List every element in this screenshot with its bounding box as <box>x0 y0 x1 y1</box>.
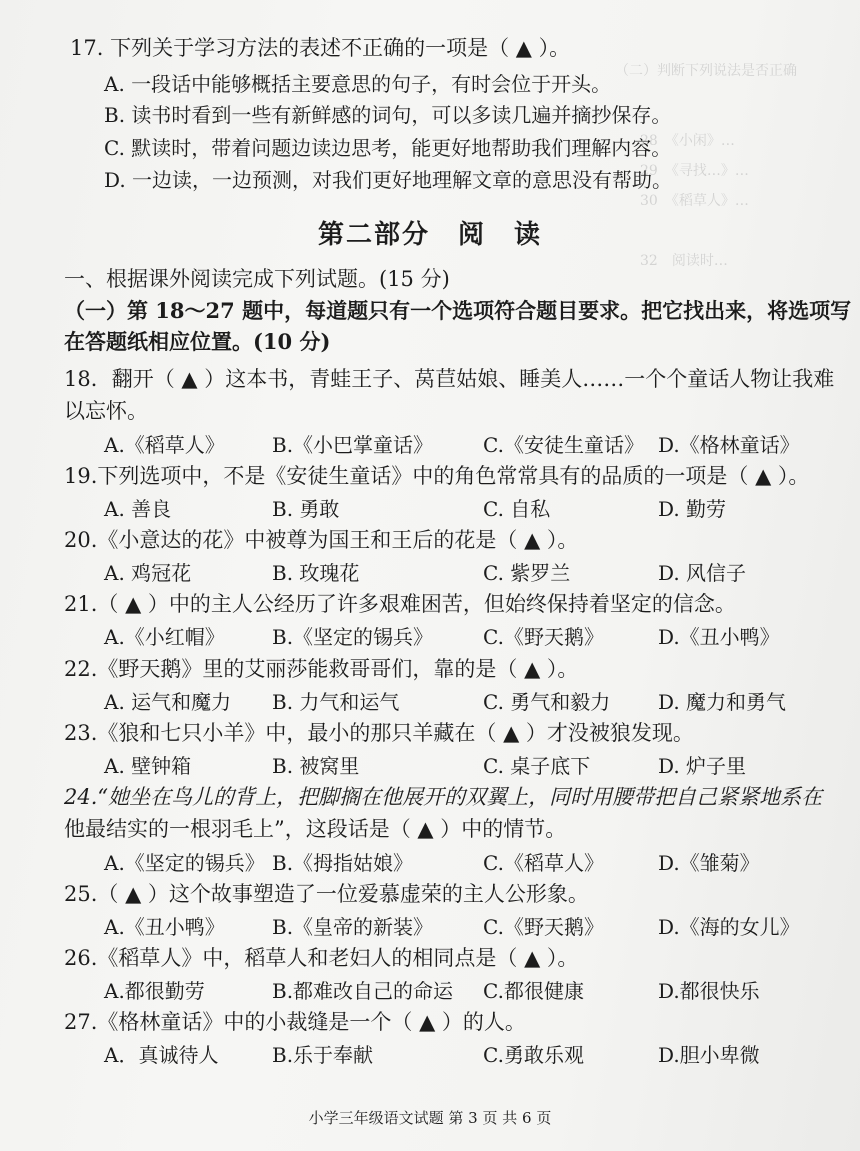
q20-stem: 20.《小意达的花》中被尊为国王和王后的花是（ ▲ ）。 <box>64 528 579 552</box>
q21-option-a: A.《小红帽》 <box>104 625 225 649</box>
q18-stem-cont: 以忘怀。 <box>64 399 148 423</box>
q23-stem: 23.《狼和七只小羊》中，最小的那只羊藏在（ ▲ ）才没被狼发现。 <box>64 721 694 745</box>
bleed-through-text: 29 《寻找…》… <box>640 163 749 179</box>
q19-option-a: A. 善良 <box>104 497 172 521</box>
q17-option-b: B. 读书时看到一些有新鲜感的词句，可以多读几遍并摘抄保存。 <box>104 103 672 127</box>
q24-option-a: A.《坚定的锡兵》 <box>104 851 265 875</box>
q24-stem-cont: 他最结实的一根羽毛上”，这段话是（ ▲ ）中的情节。 <box>64 817 567 841</box>
q17-option-d: D. 一边读，一边预测，对我们更好地理解文章的意思没有帮助。 <box>104 168 673 192</box>
q19-option-d: D. 勤劳 <box>658 497 727 521</box>
q22-option-d: D. 魔力和勇气 <box>658 690 787 714</box>
q26-option-a: A.都很勤劳 <box>104 979 205 1003</box>
bleed-through-text: 28 《小闲》… <box>640 133 735 149</box>
q23-option-d: D. 炉子里 <box>658 754 747 778</box>
q17-option-c: C. 默读时，带着问题边读边思考，能更好地帮助我们理解内容。 <box>104 136 672 160</box>
q25-option-b: B.《皇帝的新装》 <box>272 915 434 939</box>
page-footer: 小学三年级语文试题 第 3 页 共 6 页 <box>308 1109 552 1127</box>
q24-option-c: C.《稻草人》 <box>483 851 604 875</box>
q22-option-b: B. 力气和运气 <box>272 690 400 714</box>
q21-option-c: C.《野天鹅》 <box>483 625 604 649</box>
section-heading: 一、根据课外阅读完成下列试题。(15 分) <box>64 267 450 291</box>
q24-option-b: B.《拇指姑娘》 <box>272 851 414 875</box>
q19-option-b: B. 勇敢 <box>272 497 340 521</box>
q23-option-b: B. 被窝里 <box>272 754 360 778</box>
q20-option-d: D. 风信子 <box>658 561 747 585</box>
q26-stem: 26.《稻草人》中，稻草人和老妇人的相同点是（ ▲ ）。 <box>64 946 579 970</box>
q21-option-d: D.《丑小鸭》 <box>658 625 780 649</box>
q20-option-b: B. 玫瑰花 <box>272 561 360 585</box>
q20-option-a: A. 鸡冠花 <box>104 561 192 585</box>
q20-option-c: C. 紫罗兰 <box>483 561 571 585</box>
q25-option-d: D.《海的女儿》 <box>658 915 800 939</box>
q27-option-d: D.胆小卑微 <box>658 1043 760 1067</box>
q27-stem: 27.《格林童话》中的小裁缝是一个（ ▲ ）的人。 <box>64 1010 526 1034</box>
q25-option-c: C.《野天鹅》 <box>483 915 604 939</box>
bleed-through-text: 30 《稻草人》… <box>640 193 749 209</box>
q19-stem: 19.下列选项中，不是《安徒生童话》中的角色常常具有的品质的一项是（ ▲ ）。 <box>64 464 810 488</box>
q26-option-d: D.都很快乐 <box>658 979 760 1003</box>
q18-option-d: D.《格林童话》 <box>658 433 800 457</box>
q18-option-b: B.《小巴掌童话》 <box>272 433 434 457</box>
q17-stem: 17. 下列关于学习方法的表述不正确的一项是（ ▲ ）。 <box>70 36 571 60</box>
q22-option-c: C. 勇气和毅力 <box>483 690 611 714</box>
q18-stem: 18．翻开（ ▲ ）这本书，青蛙王子、莴苣姑娘、睡美人……一个个童话人物让我难 <box>64 367 835 391</box>
q23-option-c: C. 桌子底下 <box>483 754 591 778</box>
q23-option-a: A. 壁钟箱 <box>104 754 192 778</box>
q24-stem: 24.“她坐在鸟儿的背上，把脚搁在他展开的双翼上，同时用腰带把自己紧紧地系在 <box>64 785 823 809</box>
q26-option-b: B.都难改自己的命运 <box>272 979 454 1003</box>
subsection-instruction: （一）第 18～27 题中，每道题只有一个选项符合题目要求。把它找出来，将选项写 <box>64 298 852 323</box>
q18-option-a: A.《稻草人》 <box>104 433 225 457</box>
part2-title: 第二部分 阅 读 <box>317 220 542 250</box>
q26-option-c: C.都很健康 <box>483 979 584 1003</box>
q19-option-c: C. 自私 <box>483 497 551 521</box>
q27-option-c: C.勇敢乐观 <box>483 1043 584 1067</box>
q21-option-b: B.《坚定的锡兵》 <box>272 625 434 649</box>
q27-option-b: B.乐于奉献 <box>272 1043 374 1067</box>
bleed-through-text: 32 阅读时… <box>640 253 728 269</box>
q22-option-a: A. 运气和魔力 <box>104 690 232 714</box>
q21-stem: 21.（ ▲ ）中的主人公经历了许多艰难困苦，但始终保持着坚定的信念。 <box>64 592 736 616</box>
q18-option-c: C.《安徒生童话》 <box>483 433 644 457</box>
q24-option-d: D.《雏菊》 <box>658 851 760 875</box>
q27-option-a: A．真诚待人 <box>104 1043 219 1067</box>
q17-option-a: A. 一段话中能够概括主要意思的句子，有时会位于开头。 <box>104 72 612 96</box>
q25-option-a: A.《丑小鸭》 <box>104 915 225 939</box>
q22-stem: 22.《野天鹅》里的艾丽莎能救哥哥们，靠的是（ ▲ ）。 <box>64 657 579 681</box>
subsection-instruction-cont: 在答题纸相应位置。(10 分) <box>64 329 331 354</box>
q25-stem: 25.（ ▲ ）这个故事塑造了一位爱慕虚荣的主人公形象。 <box>64 882 589 906</box>
bleed-through-text: （二）判断下列说法是否正确 <box>615 63 797 79</box>
